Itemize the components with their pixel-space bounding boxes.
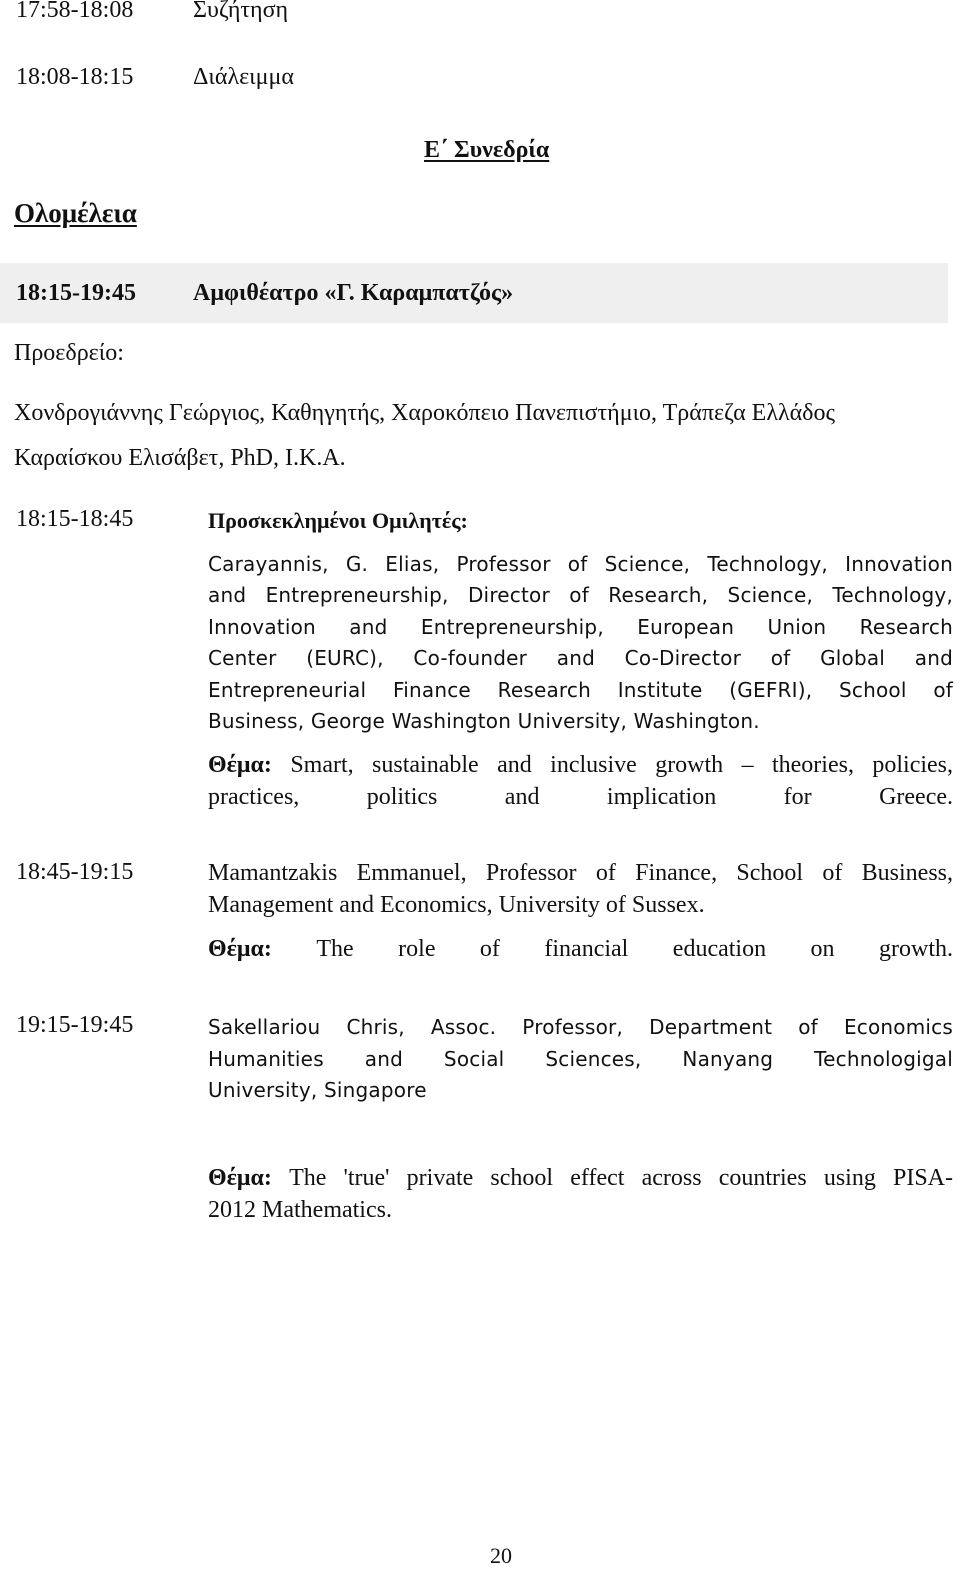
schedule-label-1: Συζήτηση <box>193 0 289 23</box>
schedule-time-2: 18:08-18:15 <box>16 64 134 90</box>
presidium-label: Προεδρείο: <box>14 340 124 366</box>
session-title: Ε΄ Συνεδρία <box>424 137 550 163</box>
session-type: Ολομέλεια <box>14 198 137 228</box>
talk-1-speaker <box>208 549 953 737</box>
talk-3-topic <box>208 1163 953 1226</box>
talk-1-header: Προσκεκλημένοι Ομιλητές: <box>208 508 468 533</box>
presidium-member-1: Χονδρογιάννης Γεώργιος, Καθηγητής, Χαροκόπειο Πανεπιστήμιο, Τράπεζα Ελλάδος <box>14 400 835 426</box>
talk-1-speaker-line: and Entrepreneurship, Director of Research, Science, Technology, <box>208 583 953 608</box>
talk-3-topic-line <box>208 1163 953 1195</box>
talk-1-topic-line: practices, politics and implication for Greece. <box>208 783 953 810</box>
talk-1-speaker-line: Entrepreneurial Finance Research Institute (GEFRI), School of <box>208 677 953 702</box>
talk-1-time: 18:15-18:45 <box>16 506 134 532</box>
talk-1-topic-text: Smart, sustainable and inclusive growth – theories, policies, <box>290 752 953 778</box>
talk-2-topic <box>208 934 953 966</box>
talk-3-speaker-line: Sakellariou Chris, Assoc. Professor, Department of Economics <box>208 1015 953 1039</box>
talk-2-topic-label: Θέμα: <box>208 936 272 962</box>
talk-1-topic-label: Θέμα: <box>208 752 272 778</box>
talk-1-topic-line <box>208 750 953 782</box>
talk-3-topic-label: Θέμα: <box>208 1165 272 1191</box>
talk-3-speaker-line: University, Singapore <box>208 1078 427 1102</box>
talk-1-speaker-line: Center (EURC), Co-founder and Co-Director of Global and <box>208 646 953 671</box>
talk-2-topic-text: The role of financial education on growth. <box>316 936 954 962</box>
talk-1-speaker-line: Carayannis, G. Elias, Professor of Science, Technology, Innovation <box>208 552 953 576</box>
talk-3-speaker <box>208 1012 953 1107</box>
talk-2-speaker-line: Mamantzakis Emmanuel, Professor of Finance, School of Business, <box>208 860 953 886</box>
talk-3-topic-line: 2012 Mathematics. <box>208 1196 392 1223</box>
presidium-member-2: Καραίσκου Ελισάβετ, PhD, I.K.A. <box>14 445 346 471</box>
talk-1-topic <box>208 750 953 813</box>
talk-1-speaker-line: Business, George Washington University, Washington. <box>208 708 760 733</box>
talk-2-speaker <box>208 858 953 921</box>
talk-2-time: 18:45-19:15 <box>16 859 134 885</box>
schedule-label-2: Διάλειμμα <box>193 64 294 90</box>
session-venue: Αμφιθέατρο «Γ. Καραμπατζός» <box>193 280 514 306</box>
session-time: 18:15-19:45 <box>16 280 136 306</box>
talk-2-speaker-line: Management and Economics, University of Sussex. <box>208 891 705 918</box>
schedule-time-1: 17:58-18:08 <box>16 0 134 23</box>
talk-1-speaker-line: Innovation and Entrepreneurship, European Union Research <box>208 614 953 639</box>
talk-3-time: 19:15-19:45 <box>16 1012 134 1038</box>
talk-2-topic-line <box>208 934 953 966</box>
page-number: 20 <box>490 1543 512 1568</box>
talk-3-speaker-line: Humanities and Social Sciences, Nanyang Technologigal <box>208 1046 953 1071</box>
talk-3-topic-text: The 'true' private school effect across countries using PISA- <box>289 1165 953 1191</box>
